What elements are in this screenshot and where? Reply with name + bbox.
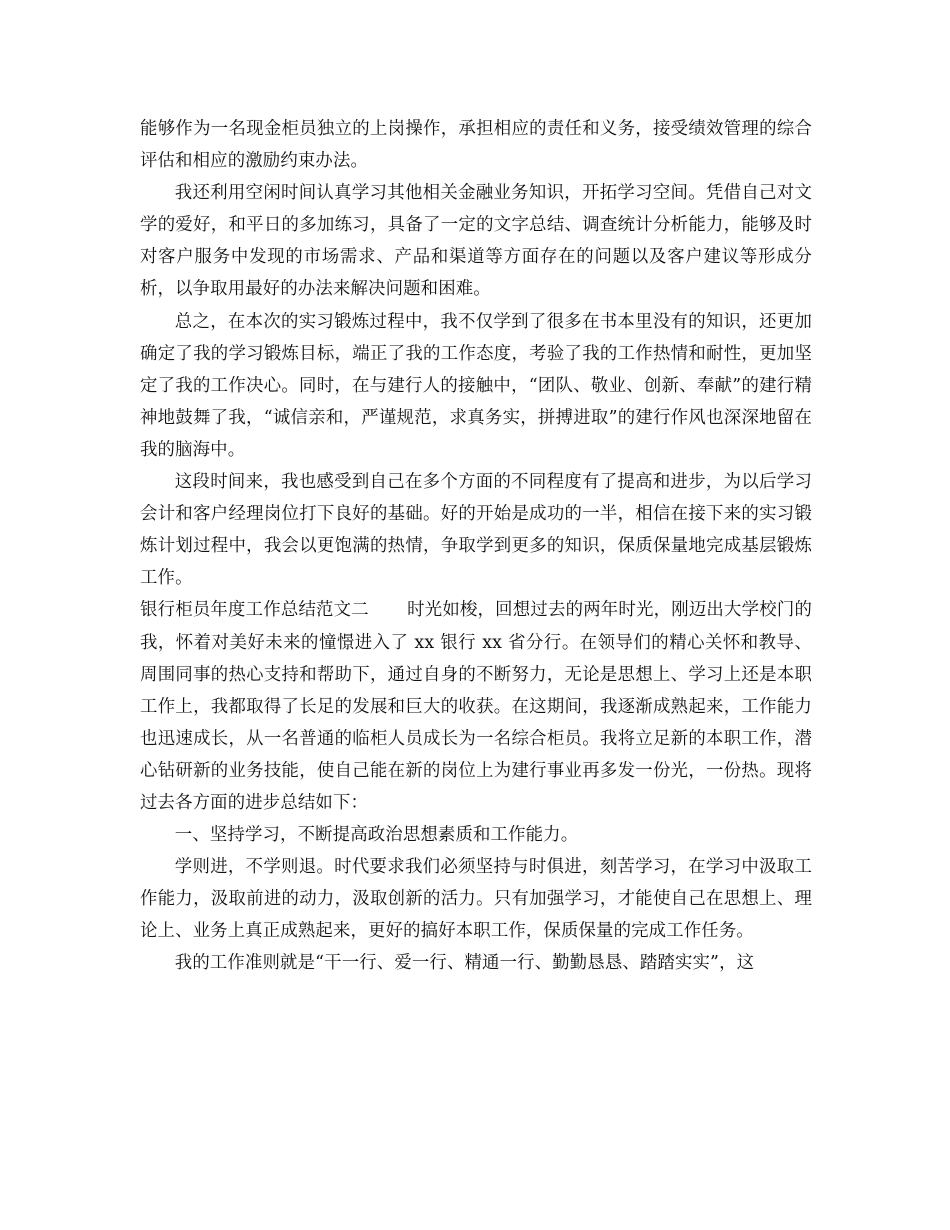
paragraph-6: 一、坚持学习，不断提高政治思想素质和工作能力。 xyxy=(174,825,579,846)
document-body xyxy=(140,113,812,980)
paragraph-3: 总之，在本次的实习锻炼过程中，我不仅学到了很多在书本里没有的知识，还更加确定了我的学习锻炼目标，端正了我的工作态度，考验了我的工作热情和耐性，更加坚定了我的工作决心。同时，在与建行人的接触中，“团队、敬业、创新、奉献”的建行精神地鼓舞了我，“诚信亲和，严谨规范，求真务实，拼搏进取”的建行作风也深深地留在我的脑海中。 xyxy=(140,311,812,460)
paragraph-4: 这段时间来，我也感受到自己在多个方面的不同程度有了提高和进步，为以后学习会计和客户经理岗位打下良好的基础。好的开始是成功的一半，相信在接下来的实习锻炼计划过程中，我会以更饱满的热情，争取学到更多的知识，保质保量地完成基层锻炼工作。 xyxy=(140,472,812,589)
paragraph-8: 我的工作准则就是“干一行、爱一行、精通一行、勤勤恳恳、踏踏实实”，这 xyxy=(174,953,755,974)
paragraph-5-text: 时光如梭，回想过去的两年时光，刚迈出大学校门的我，怀着对美好未来的憧憬进入了 xx 银行 xx 省分行。在领导们的精心关怀和教导、周围同事的热心支持和帮助下，通过自身的不断努力，无论是思想上、学习上还是本职工作上，我都取得了长足的发展和巨大的收获。在这期间，我逐渐成熟起来，工作能力也迅速成长，从一名普通的临柜人员成长为一名综合柜员。我将立足新的本职工作，潜心钻研新的业务技能，使自己能在新的岗位上为建行事业再多发一份光，一份热。现将过去各方面的进步总结如下： xyxy=(140,600,813,813)
section-heading: 银行柜员年度工作总结范文二 xyxy=(140,600,369,621)
paragraph-2: 我还利用空闲时间认真学习其他相关金融业务知识，开拓学习空间。凭借自己对文学的爱好，和平日的多加练习，具备了一定的文字总结、调查统计分析能力，能够及时对客户服务中发现的市场需求、产品和渠道等方面存在的问题以及客户建议等形成分析，以争取用最好的办法来解决问题和困难。 xyxy=(140,183,812,300)
paragraph-1: 能够作为一名现金柜员独立的上岗操作，承担相应的责任和义务，接受绩效管理的综合评估和相应的激励约束办法。 xyxy=(140,119,812,172)
paragraph-5 xyxy=(140,594,812,819)
paragraph-7: 学则进，不学则退。时代要求我们必须坚持与时俱进，刻苦学习，在学习中汲取工作能力，汲取前进的动力，汲取创新的活力。只有加强学习，才能使自己在思想上、理论上、业务上真正成熟起来，更好的搞好本职工作，保质保量的完成工作任务。 xyxy=(140,857,812,942)
